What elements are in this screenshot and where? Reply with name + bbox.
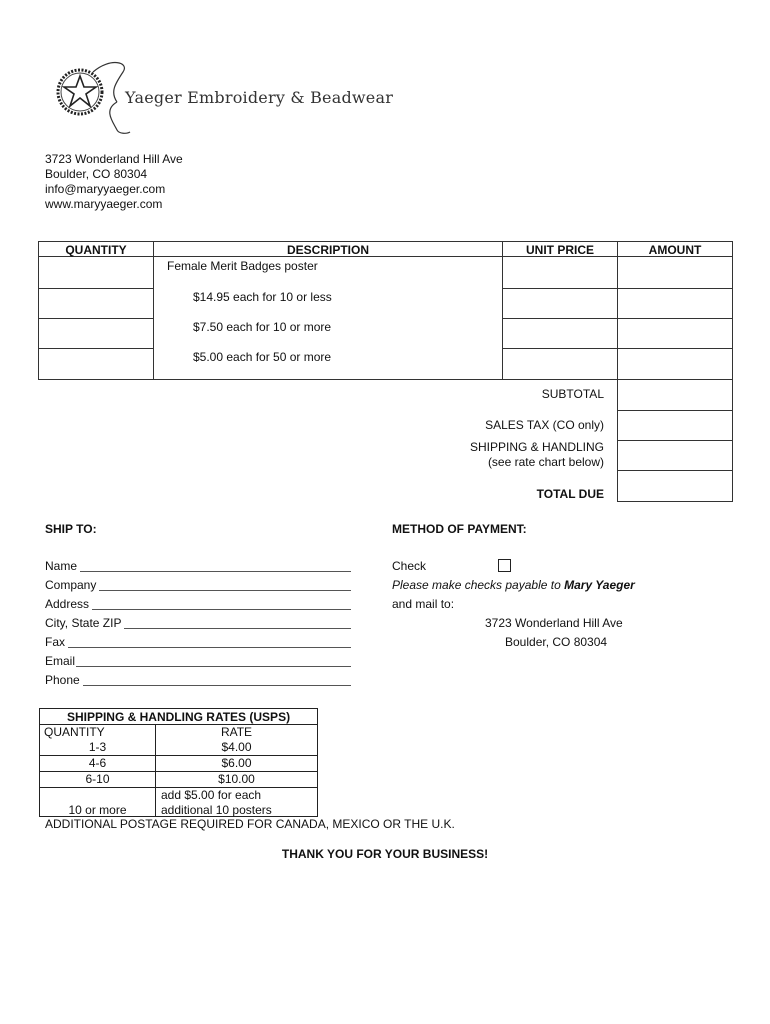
col-divider [153,242,154,379]
company-field[interactable]: Company [45,576,351,595]
shipping-label [470,440,604,470]
company-name: Yaeger Embroidery & Beadwear [125,88,394,107]
header-amount: AMOUNT [648,243,702,257]
row-divider [39,348,153,349]
thank-you-note: THANK YOU FOR YOUR BUSINESS! [281,847,489,861]
total-due-label: TOTAL DUE [536,487,604,501]
col-divider [502,242,503,379]
mail-address-line1: 3723 Wonderland Hill Ave [485,616,623,630]
address-line2: Boulder, CO 80304 [45,167,148,181]
rates-col-quantity: QUANTITY [44,725,105,739]
row-description: $14.95 each for 10 or less [193,290,332,304]
payment-title: METHOD OF PAYMENT: [392,522,527,536]
mail-address-line2: Boulder, CO 80304 [505,635,608,649]
row-divider [39,288,153,289]
check-row [392,557,635,576]
payable-note: Please make checks payable to Mary Yaeger [392,578,635,592]
subtotal-box[interactable] [617,379,733,411]
shipping-box[interactable] [617,440,733,471]
rates-row-last: 10 or more add $5.00 for each additional 10 posters [68,788,272,817]
company-email: info@maryyaeger.com [45,182,166,196]
additional-postage-note: ADDITIONAL POSTAGE REQUIRED FOR CANADA, MEXICO OR THE U.K. [45,817,455,831]
row-description: $7.50 each for 10 or more [193,320,332,334]
subtotal-label: SUBTOTAL [541,387,604,401]
shipping-rates-table [39,708,318,817]
mail-to-label: and mail to: [392,597,455,611]
name-field[interactable]: Name [45,557,351,576]
check-checkbox[interactable] [498,559,511,572]
city-state-zip-field[interactable]: City, State ZIP [45,614,351,633]
row-divider [39,318,153,319]
order-table [38,241,733,380]
shipping-label-line2: (see rate chart below) [487,455,604,469]
phone-field[interactable]: Phone [45,671,351,690]
rates-title: SHIPPING & HANDLING RATES (USPS) [66,710,291,724]
rates-header-row [40,725,317,740]
sales-tax-box[interactable] [617,410,733,441]
rates-col-rate: RATE [220,725,253,739]
row-divider [502,348,732,349]
company-address [45,152,183,212]
check-label: Check [392,559,427,573]
sales-tax-label: SALES TAX (CO only) [485,418,604,432]
row-divider [502,288,732,289]
rates-row: 1-3 $4.00 [88,740,252,754]
row-description: Female Merit Badges poster [167,259,318,273]
payment-info [392,557,635,652]
total-due-box[interactable] [617,470,733,502]
address-line1: 3723 Wonderland Hill Ave [45,152,183,166]
ship-to-title: SHIP TO: [45,522,97,536]
row-description: $5.00 each for 50 or more [193,350,332,364]
shipping-label-line1: SHIPPING & HANDLING [469,440,604,454]
company-website: www.maryyaeger.com [45,197,163,211]
ship-to-fields [45,557,351,690]
payable-name: Mary Yaeger [564,578,635,592]
header-unit-price: UNIT PRICE [525,243,594,257]
header-description: DESCRIPTION [286,243,369,257]
rates-row: 6-10 $10.00 [85,772,255,786]
row-divider [502,318,732,319]
rates-row: 4-6 $6.00 [88,756,252,770]
email-field[interactable]: Email [45,652,351,671]
fax-field[interactable]: Fax [45,633,351,652]
address-field[interactable]: Address [45,595,351,614]
col-divider [617,242,618,379]
star-needle-logo-icon [55,52,135,137]
header-quantity: QUANTITY [65,243,127,257]
